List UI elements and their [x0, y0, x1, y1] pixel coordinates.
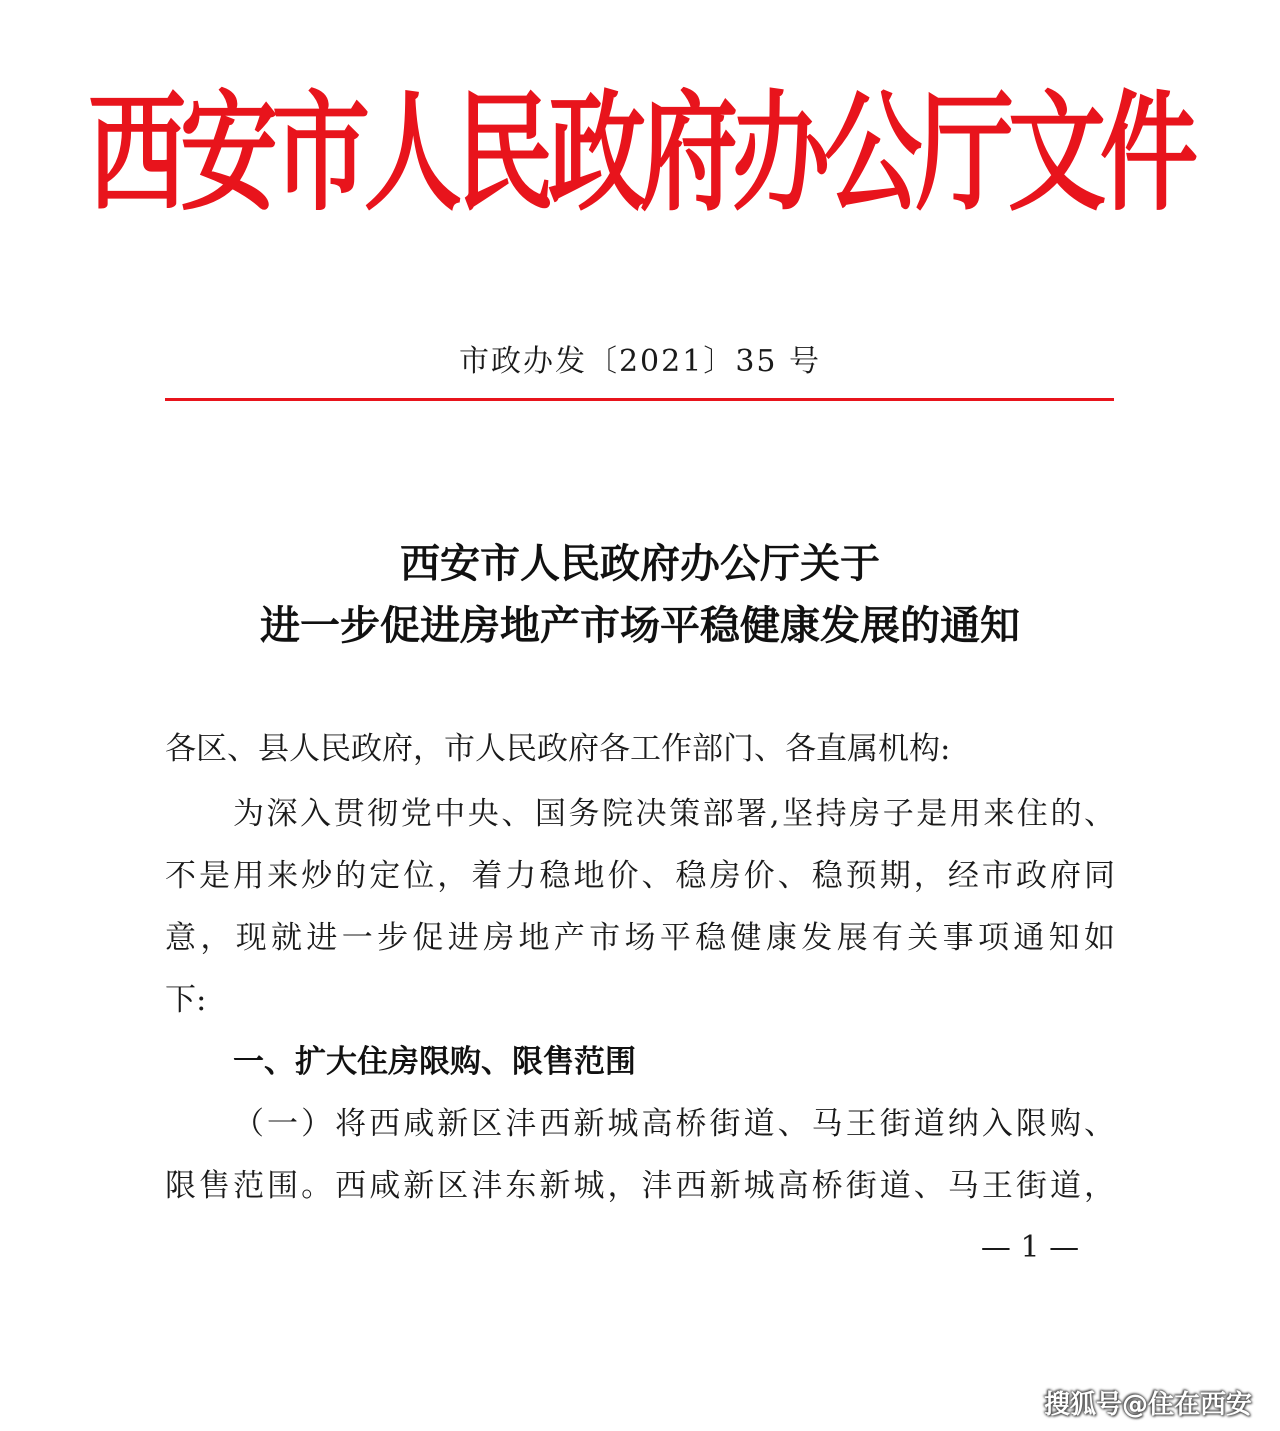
section-heading: 一、扩大住房限购、限售范围	[233, 1044, 636, 1080]
intro-paragraph-line: 不是用来炒的定位，着力稳地价、稳房价、稳预期，经市政府同	[165, 858, 1115, 894]
document-title-line-1: 西安市人民政府办公厅关于	[400, 541, 880, 587]
document-title-line-2: 进一步促进房地产市场平稳健康发展的通知	[260, 603, 1020, 649]
section-item-line: （一）将西咸新区沣西新城高桥街道、马王街道纳入限购、	[233, 1106, 1115, 1142]
addressee-line: 各区、县人民政府，市人民政府各工作部门、各直属机构:	[165, 731, 951, 767]
page-number: — 1 —	[980, 1230, 1080, 1265]
intro-paragraph-line: 下:	[165, 982, 207, 1018]
header-red-rule	[165, 398, 1114, 401]
source-watermark: 搜狐号@住在西安	[1043, 1390, 1252, 1420]
document-number: 市政办发〔2021〕35 号	[458, 344, 822, 379]
section-item-line: 限售范围。西咸新区沣东新城，沣西新城高桥街道、马王街道，	[165, 1168, 1115, 1204]
document-masthead: 西安市人民政府办公厅文件	[87, 79, 1192, 230]
intro-paragraph-line: 为深入贯彻党中央、国务院决策部署,坚持房子是用来住的、	[233, 796, 1115, 832]
intro-paragraph-line: 意，现就进一步促进房地产市场平稳健康发展有关事项通知如	[165, 920, 1115, 956]
